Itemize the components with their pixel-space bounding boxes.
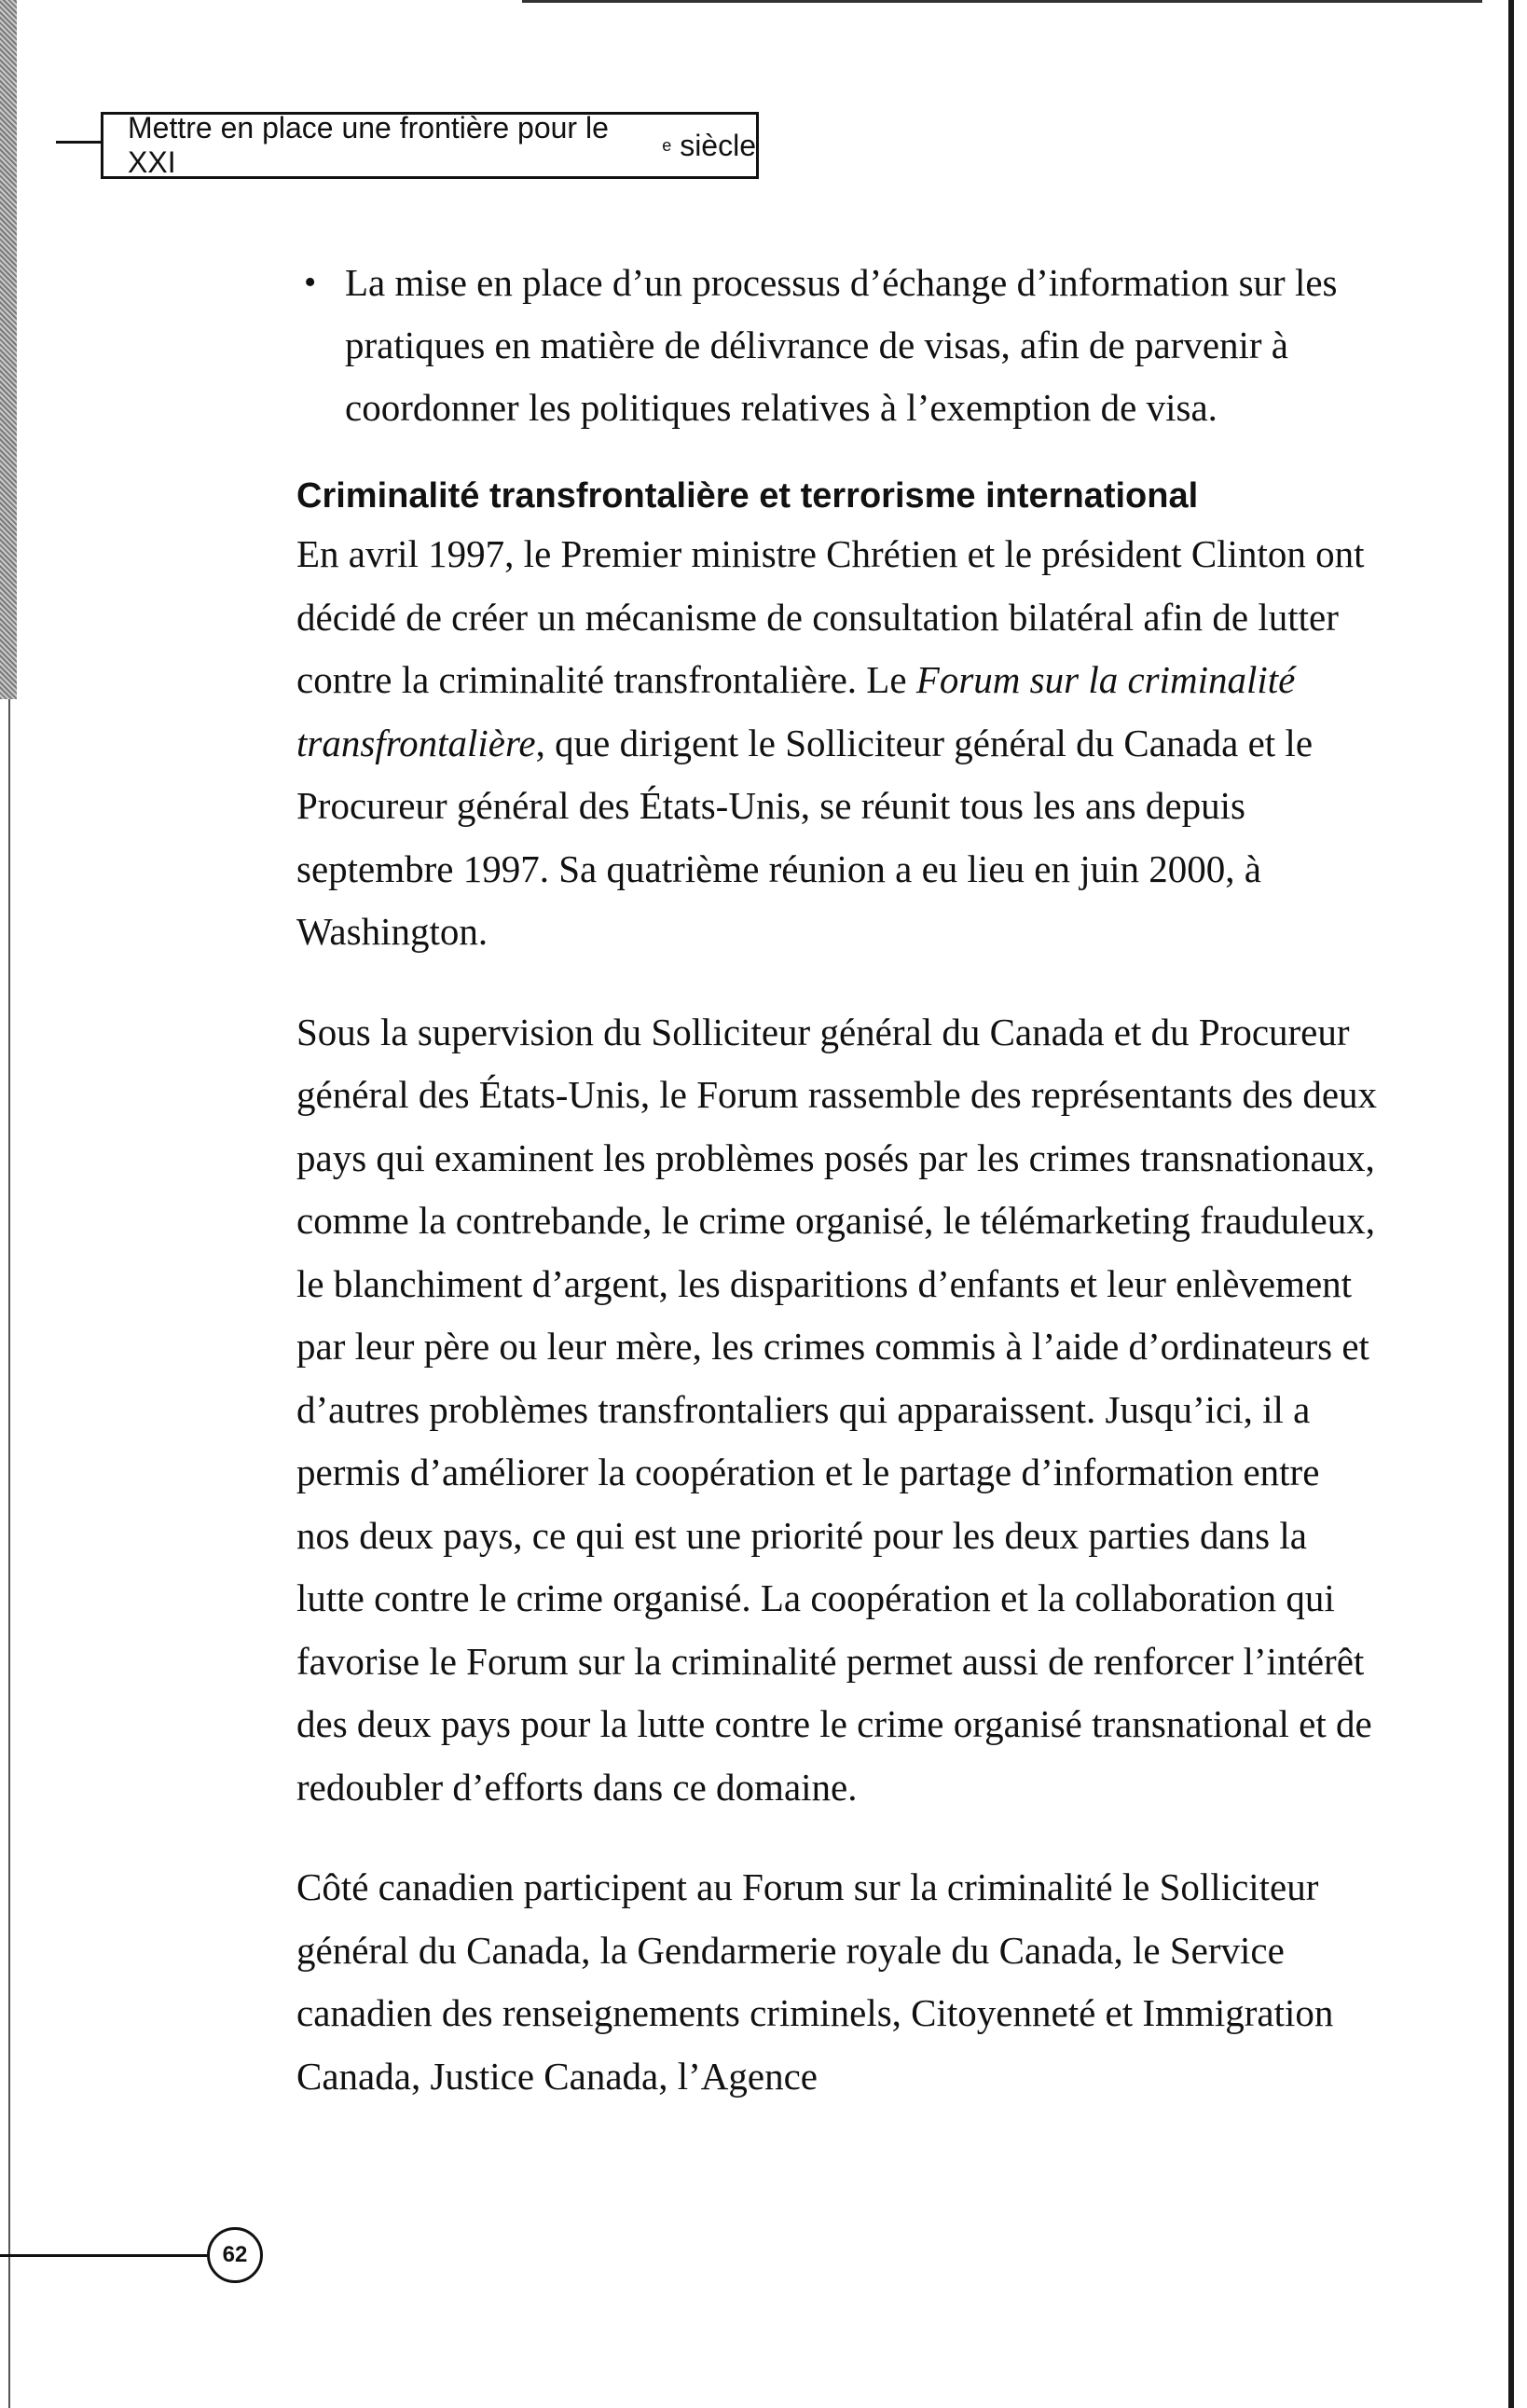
paragraph-2: Sous la supervision du Solliciteur général du Canada et du Procureur général des États-Unis, le Forum rassemble des représentants des deux pays qui examinent les problèmes posés par les crimes transnationaux, comme la contrebande, le crime organisé, le télémarketing frauduleux, le blanchiment d’argent, les disparitions d’enfants et leur enlèvement par leur père ou leur mère, les crimes commis à l’aide d’ordinateurs et d’autres problèmes transfrontaliers qui apparaissent. Jusqu’ici, il a permis d’améliorer la coopération et le partage d’information entre nos deux pays, ce qui est une priorité pour les deux parties dans la lutte contre le crime organisé. La coopération et la collaboration qui favorise le Forum sur la criminalité permet aussi de renforcer l’intérêt des deux pays pour la lutte contre le crime organisé transnational et de redoubler d’efforts dans ce domaine. — [296, 1010, 1378, 1809]
running-header — [101, 112, 759, 179]
page-number-badge: 62 — [207, 2227, 263, 2283]
section-heading: Criminalité transfrontalière et terrorisme international — [296, 476, 1199, 516]
forum-title-italic: Forum sur la criminalité transfrontalière — [296, 658, 1296, 764]
bullet-text: La mise en place d’un processus d’échange d’information sur les pratiques en matière de délivrance de visas, afin de parvenir à coordonner les politiques relatives à l’exemption de visa. — [345, 261, 1338, 429]
paragraph-3: Côté canadien participent au Forum sur la criminalité le Solliciteur général du Canada, la Gendarmerie royale du Canada, le Service canadien des renseignements criminels, Citoyenneté et Immigration Canada, Justice Canada, l’Agence — [296, 1865, 1334, 2098]
bullet-icon: • — [304, 263, 317, 302]
running-header-superscript: e — [662, 135, 672, 155]
scan-edge-texture — [0, 0, 17, 699]
bullet-item — [296, 252, 1378, 439]
top-rule — [522, 0, 1482, 3]
page-body — [296, 252, 1378, 2145]
paragraph-1-end: , que dirigent le Solliciteur général du Canada et le Procureur général des États-Unis, se réunit tous les ans depuis septembre 1997. Sa quatrième réunion a eu lieu en juin 2000, à Washington. — [296, 721, 1314, 953]
paragraph-1-start: En avril 1997, le Premier ministre Chrétien et le président Clinton ont décidé de créer un mécanisme de consultation bilatéral afin de lutter contre la criminalité transfrontalière. Le — [296, 532, 1365, 701]
running-header-suffix: siècle — [671, 128, 756, 162]
left-margin-rule — [8, 699, 10, 2408]
paragraph-1 — [296, 523, 1378, 964]
header-connector-line — [56, 141, 101, 144]
right-margin-rule — [1508, 0, 1514, 2408]
page-number-rule — [0, 2254, 207, 2257]
running-header-prefix: Mettre en place une frontière pour le XXI — [128, 111, 609, 179]
